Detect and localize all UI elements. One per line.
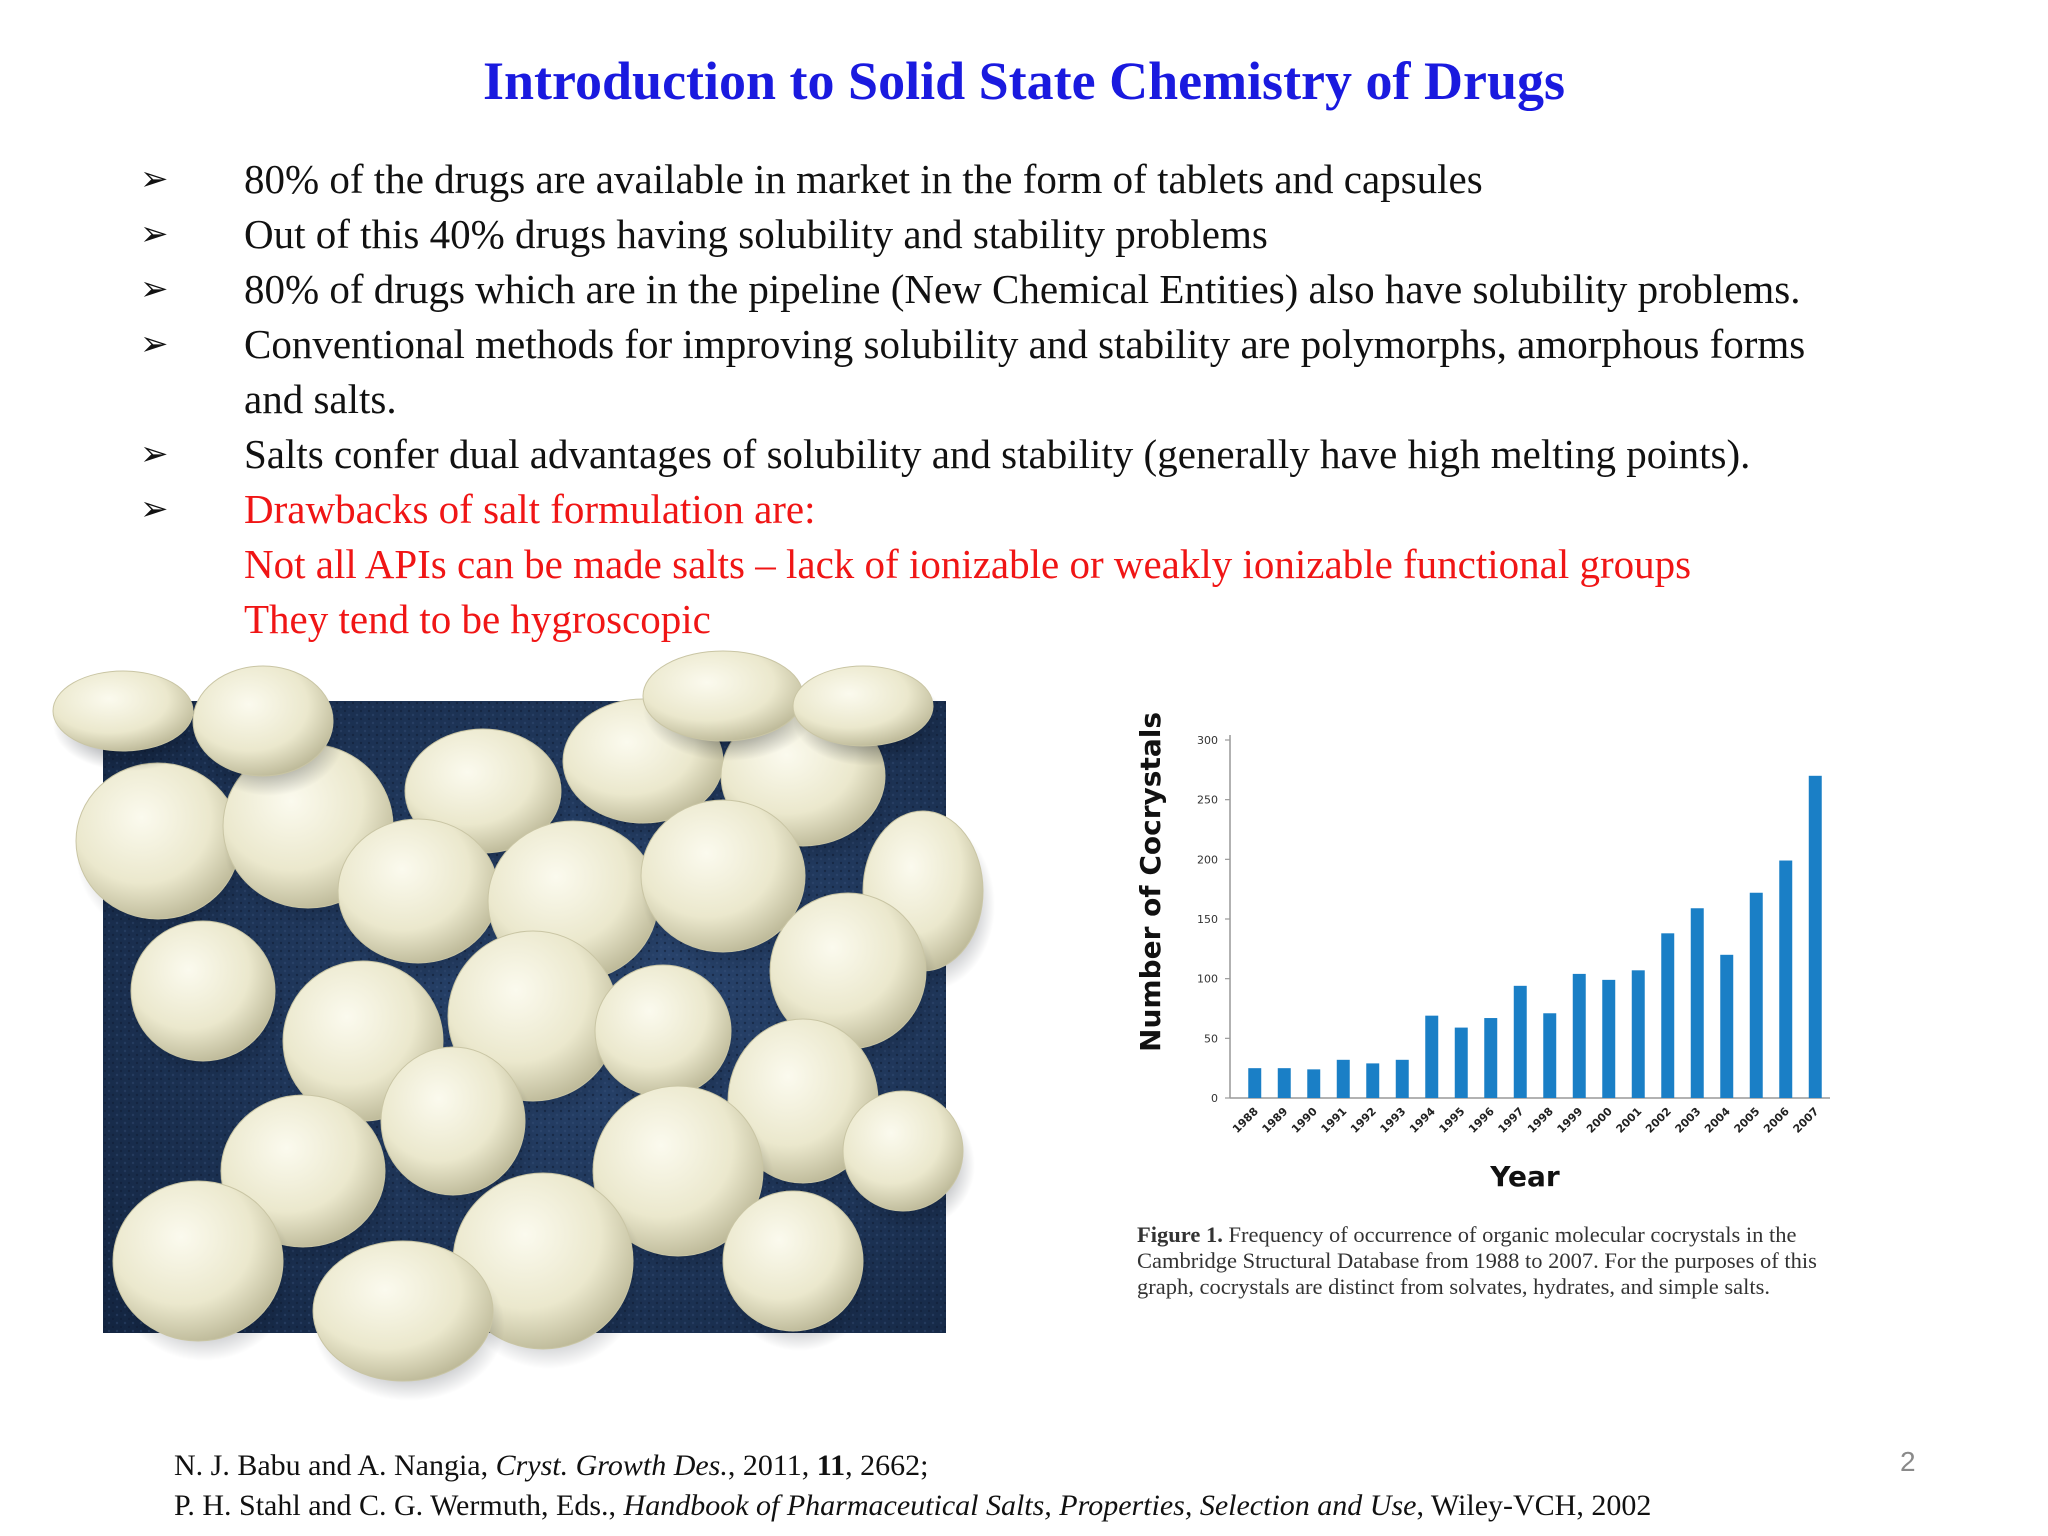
bullet-list xyxy=(140,152,2020,647)
bullet-item xyxy=(140,482,2020,647)
tablet xyxy=(313,1241,493,1381)
bullet-item xyxy=(140,317,2020,427)
tablet xyxy=(193,666,333,776)
tablet xyxy=(595,965,731,1097)
figure-caption xyxy=(1137,1222,1837,1300)
chart-x-tick-label: 2002 xyxy=(1643,1104,1674,1136)
chart-bar xyxy=(1278,1068,1291,1098)
chart-bar xyxy=(1455,1028,1468,1098)
chart-bar xyxy=(1691,908,1704,1098)
reference-1 xyxy=(174,1446,1651,1486)
chart-x-tick-label: 1990 xyxy=(1289,1104,1320,1136)
reference-2 xyxy=(174,1486,1651,1526)
chart-bar xyxy=(1602,980,1615,1098)
tablet xyxy=(53,671,193,751)
ref-2-book: Handbook of Pharmaceutical Salts, Properties, Selection and Use xyxy=(623,1489,1417,1522)
ref-2-authors: P. H. Stahl and C. G. Wermuth, Eds., xyxy=(174,1489,624,1522)
chart-y-tick-label: 50 xyxy=(1204,1032,1218,1046)
chart-bar xyxy=(1307,1069,1320,1098)
chart-x-tick-label: 1992 xyxy=(1348,1104,1379,1136)
bullet-arrow-icon: ➢ xyxy=(140,214,169,254)
chart-x-tick-label: 2003 xyxy=(1672,1104,1704,1136)
bullet-text: Conventional methods for improving solubility and stability are polymorphs, amorphous forms xyxy=(244,321,1806,367)
tablet xyxy=(843,1091,963,1211)
figure-label: Figure 1. xyxy=(1137,1222,1223,1247)
bullet-item xyxy=(140,427,2020,482)
chart-bar xyxy=(1632,970,1645,1098)
chart-bar xyxy=(1425,1016,1438,1098)
ref-2-publisher: , Wiley-VCH, 2002 xyxy=(1416,1489,1652,1522)
bullet-text: Not all APIs can be made salts – lack of ionizable or weakly ionizable functional groups xyxy=(244,541,1692,587)
chart-x-tick-label: 1996 xyxy=(1466,1104,1497,1136)
slide-title: Introduction to Solid State Chemistry of Drugs xyxy=(482,51,1566,111)
tablet xyxy=(723,1191,863,1331)
cocrystal-bar-chart xyxy=(1130,712,1850,1193)
chart-y-tick-label: 0 xyxy=(1211,1092,1218,1105)
chart-x-tick-label: 2000 xyxy=(1584,1104,1615,1136)
chart-bar xyxy=(1779,861,1792,1098)
ref-1-pages: , 2662; xyxy=(845,1449,929,1482)
bullet-item xyxy=(140,262,2020,317)
chart-x-tick-label: 1995 xyxy=(1436,1104,1468,1136)
chart-y-label: Number of Cocrystals xyxy=(1134,712,1167,1052)
chart-x-tick-label: 2006 xyxy=(1761,1104,1792,1136)
chart-bar xyxy=(1750,893,1763,1098)
chart-bar xyxy=(1661,933,1674,1098)
chart-x-tick-label: 2005 xyxy=(1731,1104,1763,1136)
page-number: 2 xyxy=(1900,1446,1916,1477)
tablet xyxy=(381,1047,525,1195)
chart-bar xyxy=(1809,776,1822,1098)
bullet-arrow-icon: ➢ xyxy=(140,489,169,529)
bullet-arrow-icon: ➢ xyxy=(140,159,169,199)
bullet-arrow-icon: ➢ xyxy=(140,324,169,364)
tablet xyxy=(131,921,275,1061)
tablets-photo xyxy=(103,701,946,1333)
chart-x-tick-label: 1988 xyxy=(1230,1104,1261,1136)
chart-y-tick-label: 250 xyxy=(1197,793,1218,807)
chart-y-tick-label: 100 xyxy=(1197,972,1218,986)
bullet-arrow-icon: ➢ xyxy=(140,434,169,474)
bullet-text: Salts confer dual advantages of solubility and stability (generally have high melting points). xyxy=(244,431,1751,477)
chart-bar xyxy=(1248,1068,1261,1098)
tablet xyxy=(793,666,933,746)
chart-bar xyxy=(1720,955,1733,1098)
ref-1-year: , 2011, xyxy=(727,1449,817,1482)
chart-bar xyxy=(1396,1060,1409,1098)
bullet-arrow-icon: ➢ xyxy=(140,269,169,309)
chart-x-tick-label: 1991 xyxy=(1318,1104,1350,1136)
chart-bar xyxy=(1337,1060,1350,1098)
chart-bar xyxy=(1543,1013,1556,1098)
tablet xyxy=(113,1181,283,1341)
chart-bar xyxy=(1484,1018,1497,1098)
figure-caption-text: Frequency of occurrence of organic molecular cocrystals in the Cambridge Structural Database from 1988 to 2007. For the purposes of this graph, cocrystals are distinct from solvates, hydrates, and simple salts. xyxy=(1137,1222,1817,1299)
chart-bar xyxy=(1573,974,1586,1098)
bullet-text: 80% of drugs which are in the pipeline (New Chemical Entities) also have solubility problems. xyxy=(244,266,1801,312)
bullet-text: Drawbacks of salt formulation are: xyxy=(244,486,816,532)
chart-x-tick-label: 1998 xyxy=(1525,1104,1556,1136)
chart-y-tick-label: 300 xyxy=(1197,734,1218,747)
bullet-text: and salts. xyxy=(244,376,397,422)
tablet xyxy=(641,800,805,952)
chart-x-tick-label: 1994 xyxy=(1407,1104,1438,1136)
chart-x-tick-label: 1993 xyxy=(1377,1104,1409,1136)
tablet xyxy=(76,763,240,919)
chart-x-tick-label: 1989 xyxy=(1259,1104,1291,1136)
ref-1-journal: Cryst. Growth Des. xyxy=(495,1449,728,1482)
bullet-text: 80% of the drugs are available in market in the form of tablets and capsules xyxy=(244,156,1483,202)
bullet-text: Out of this 40% drugs having solubility and stability problems xyxy=(244,211,1268,257)
chart-x-tick-label: 2004 xyxy=(1702,1104,1733,1136)
chart-x-tick-label: 2001 xyxy=(1613,1104,1645,1136)
tablet xyxy=(338,819,498,963)
ref-1-authors: N. J. Babu and A. Nangia, xyxy=(174,1449,496,1482)
bullet-item xyxy=(140,207,2020,262)
tablet xyxy=(643,651,803,741)
references xyxy=(174,1446,1651,1526)
chart-x-tick-label: 1999 xyxy=(1554,1104,1586,1136)
chart-bar xyxy=(1366,1063,1379,1098)
chart-y-tick-label: 200 xyxy=(1197,853,1218,867)
chart-x-tick-label: 1997 xyxy=(1495,1104,1527,1136)
chart-x-tick-label: 2007 xyxy=(1790,1104,1822,1136)
ref-1-volume: 11 xyxy=(816,1449,846,1482)
bullet-item xyxy=(140,152,2020,207)
chart-x-label: Year xyxy=(1490,1160,1560,1193)
chart-bar xyxy=(1514,986,1527,1098)
chart-y-tick-label: 150 xyxy=(1197,913,1218,926)
bullet-text: They tend to be hygroscopic xyxy=(244,596,711,642)
